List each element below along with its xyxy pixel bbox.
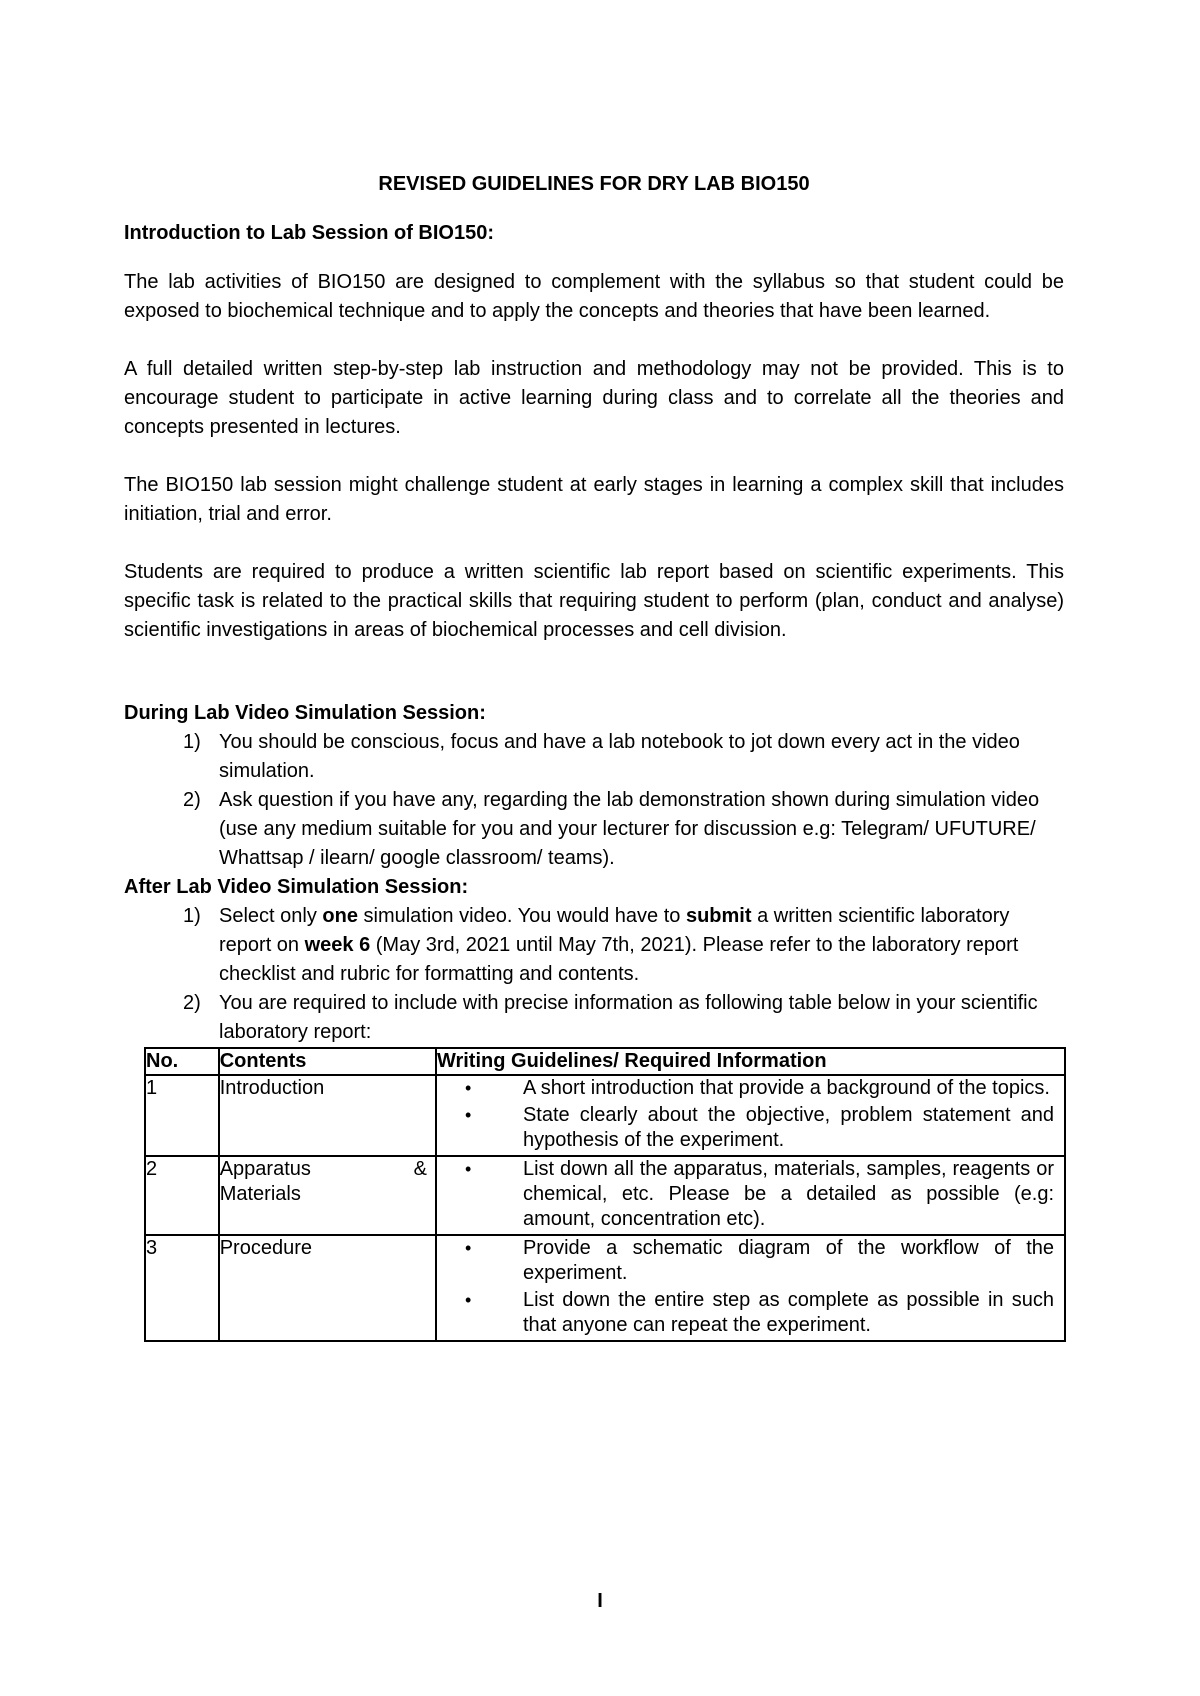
row-guidelines <box>436 1235 1065 1341</box>
list-text: Select only one simulation video. You would have to submit a written scientific laboratory report on week 6 (May 3rd, 2021 until May 7th, 2021). Please refer to the laboratory report checklist and rubric for formatting and contents. <box>219 905 1019 985</box>
emphasis-one: one <box>322 905 358 927</box>
row-guidelines <box>436 1156 1065 1235</box>
list-text: You are required to include with precise information as following table below in your scientific laboratory report: <box>219 992 1038 1043</box>
row-number: 2 <box>145 1156 219 1235</box>
header-no: No. <box>145 1048 219 1075</box>
bullet-item: • Provide a schematic diagram of the workflow of the experiment. <box>464 1237 1054 1284</box>
after-heading: After Lab Video Simulation Session: <box>124 876 469 898</box>
bullet-item: • List down the entire step as complete as possible in such that anyone can repeat the experiment. <box>464 1289 1054 1336</box>
intro-paragraph: The lab activities of BIO150 are designed to complement with the syllabus so that student could be exposed to biochemical technique and to apply the concepts and theories that have been learned. <box>124 271 1064 322</box>
list-number: 2) <box>183 789 201 811</box>
intro-paragraph: A full detailed written step-by-step lab instruction and methodology may not be provided. This is to encourage student to participate in active learning during class and to correlate all the theories and concepts presented in lectures. <box>124 358 1064 438</box>
table-header-row <box>145 1048 1065 1075</box>
table-row <box>145 1156 1065 1235</box>
table-row <box>145 1075 1065 1156</box>
document-page <box>124 170 1064 1342</box>
bullet-icon: • <box>464 1290 472 1310</box>
row-content: Apparatus & Materials <box>219 1156 436 1235</box>
list-text: Ask question if you have any, regarding the lab demonstration shown during simulation video (use any medium suitable for you and your lecturer for discussion e.g: Telegram/ UFUTURE/ Whattsap / ilearn/ google classroom/ teams). <box>219 789 1040 869</box>
intro-paragraph: Students are required to produce a written scientific lab report based on scientific experiments. This specific task is related to the practical skills that requiring student to perform (plan, conduct and analyse) scientific investigations in areas of biochemical processes and cell division. <box>124 561 1064 641</box>
list-number: 1) <box>183 731 201 753</box>
list-item <box>124 989 1064 1047</box>
bullet-item: • A short introduction that provide a background of the topics. <box>464 1077 1050 1099</box>
intro-paragraph: The BIO150 lab session might challenge student at early stages in learning a complex skill that includes initiation, trial and error. <box>124 474 1064 525</box>
page-number: I <box>597 1590 603 1612</box>
during-heading: During Lab Video Simulation Session: <box>124 702 486 724</box>
table-row <box>145 1235 1065 1341</box>
header-guidelines: Writing Guidelines/ Required Information <box>436 1048 1065 1075</box>
after-list <box>124 902 1064 1047</box>
row-content: Introduction <box>219 1075 436 1156</box>
list-item <box>124 786 1064 873</box>
row-number: 1 <box>145 1075 219 1156</box>
list-number: 2) <box>183 992 201 1014</box>
row-content: Procedure <box>219 1235 436 1341</box>
list-item <box>124 902 1064 989</box>
bullet-icon: • <box>464 1159 472 1179</box>
header-contents: Contents <box>219 1048 436 1075</box>
emphasis-week: week 6 <box>304 934 371 956</box>
intro-heading: Introduction to Lab Session of BIO150: <box>124 222 495 244</box>
bullet-icon: • <box>464 1105 472 1125</box>
row-number: 3 <box>145 1235 219 1341</box>
bullet-item: • List down all the apparatus, materials, samples, reagents or chemical, etc. Please be a detailed as possible (e.g: amount, concentration etc). <box>464 1158 1054 1230</box>
emphasis-submit: submit <box>685 905 752 927</box>
bullet-item: • State clearly about the objective, problem statement and hypothesis of the experiment. <box>464 1104 1054 1151</box>
bullet-icon: • <box>464 1238 472 1258</box>
list-item <box>124 728 1064 786</box>
document-title: REVISED GUIDELINES FOR DRY LAB BIO150 <box>378 173 810 195</box>
report-guidelines-table <box>144 1047 1066 1342</box>
bullet-icon: • <box>464 1078 472 1098</box>
during-list <box>124 728 1064 873</box>
row-guidelines <box>436 1075 1065 1156</box>
list-number: 1) <box>183 905 201 927</box>
list-text: You should be conscious, focus and have a lab notebook to jot down every act in the video simulation. <box>219 731 1020 782</box>
